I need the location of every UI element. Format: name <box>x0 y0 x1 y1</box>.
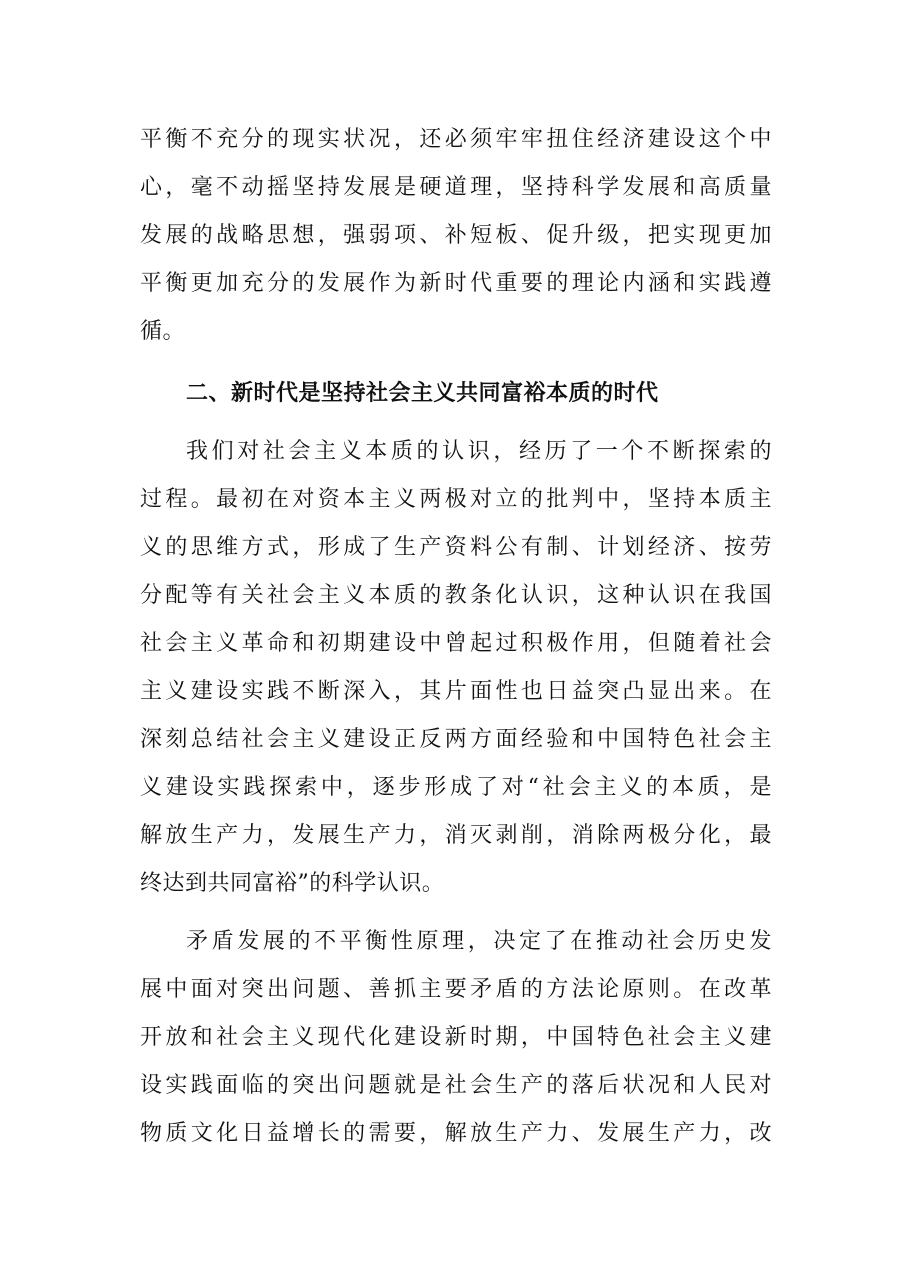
paragraph-1-line-5: 循。 <box>140 319 186 344</box>
paragraph-3-line-4: 设实践面临的突出问题就是社会生产的落后状况和人民对 <box>140 1073 772 1098</box>
paragraph-1-line-3: 发展的战略思想，强弱项、补短板、促升级，把实现更加 <box>140 223 772 248</box>
paragraph-3-line-5: 物质文化日益增长的需要，解放生产力、发展生产力，改 <box>140 1121 772 1146</box>
paragraph-2-line-8: 义建设实践探索中，逐步形成了对“社会主义的本质，是 <box>140 775 772 800</box>
paragraph-2-line-3: 义的思维方式，形成了生产资料公有制、计划经济、按劳 <box>140 535 772 560</box>
paragraph-2-line-4: 分配等有关社会主义本质的教条化认识，这种认识在我国 <box>140 583 772 608</box>
paragraph-1-line-2: 心，毫不动摇坚持发展是硬道理，坚持科学发展和高质量 <box>140 175 772 200</box>
paragraph-2-line-7: 深刻总结社会主义建设正反两方面经验和中国特色社会主 <box>140 727 772 752</box>
paragraph-2-line-6: 主义建设实践不断深入，其片面性也日益突凸显出来。在 <box>140 679 772 704</box>
paragraph-1-line-1: 平衡不充分的现实状况，还必须牢牢扭住经济建设这个中 <box>140 127 772 152</box>
paragraph-2-line-2: 过程。最初在对资本主义两极对立的批判中，坚持本质主 <box>140 487 772 512</box>
paragraph-2-line-9: 解放生产力，发展生产力，消灭剥削，消除两极分化，最 <box>140 823 772 848</box>
paragraph-3-line-3: 开放和社会主义现代化建设新时期，中国特色社会主义建 <box>140 1025 772 1050</box>
paragraph-3-line-2: 展中面对突出问题、善抓主要矛盾的方法论原则。在改革 <box>140 977 772 1002</box>
paragraph-2-line-10: 终达到共同富裕”的科学认识。 <box>140 871 445 896</box>
section-heading: 二、新时代是坚持社会主义共同富裕本质的时代 <box>186 380 659 406</box>
paragraph-3-line-1: 矛盾发展的不平衡性原理，决定了在推动社会历史发 <box>186 929 772 954</box>
paragraph-2-line-5: 社会主义革命和初期建设中曾起过积极作用，但随着社会 <box>140 631 772 656</box>
paragraph-1-line-4: 平衡更加充分的发展作为新时代重要的理论内涵和实践遵 <box>140 271 772 296</box>
paragraph-2-line-1: 我们对社会主义本质的认识，经历了一个不断探索的 <box>186 439 772 464</box>
